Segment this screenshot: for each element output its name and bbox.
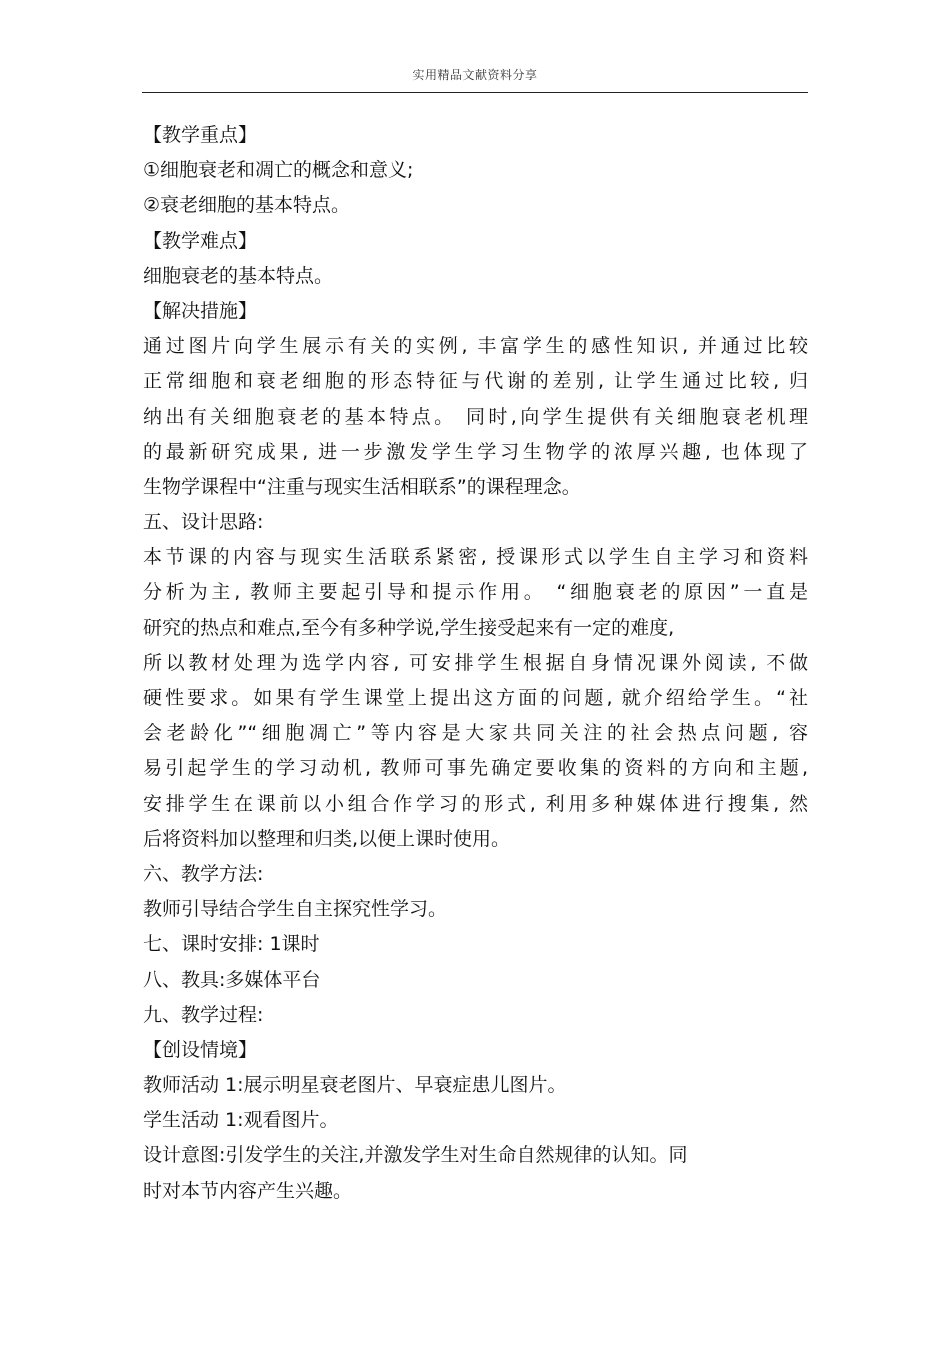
text-line: 五、设计思路: <box>143 511 264 534</box>
text-line: 后将资料加以整理和归类,以便上课时使用。 <box>143 827 511 850</box>
text-line: 正常细胞和衰老细胞的形态特征与代谢的差别, 让学生通过比较, 归 <box>143 370 808 393</box>
text-line: 学生活动 1:观看图片。 <box>143 1109 339 1132</box>
text-line: 研究的热点和难点,至今有多种学说,学生接受起来有一定的难度, <box>143 616 675 639</box>
document-body <box>143 118 808 1209</box>
text-line: 八、教具:多媒体平台 <box>143 968 321 991</box>
text-line: 【教学难点】 <box>143 229 258 252</box>
text-line: 安排学生在课前以小组合作学习的形式, 利用多种媒体进行搜集, 然 <box>143 792 808 815</box>
header-title: 实用精品文献资料分享 <box>412 68 538 82</box>
text-line: 硬性要求。如果有学生课堂上提出这方面的问题, 就介绍给学生。“社 <box>143 687 808 709</box>
text-line: 时对本节内容产生兴趣。 <box>143 1179 353 1202</box>
text-line: ②衰老细胞的基本特点。 <box>143 194 351 217</box>
page-header <box>142 60 808 93</box>
text-line: 分析为主, 教师主要起引导和提示作用。 “细胞衰老的原因”一直是 <box>143 581 808 604</box>
text-line: 所以教材处理为选学内容, 可安排学生根据自身情况课外阅读, 不做 <box>143 651 808 674</box>
text-line: 细胞衰老的基本特点。 <box>143 264 334 287</box>
text-line: 的最新研究成果, 进一步激发学生学习生物学的浓厚兴趣, 也体现了 <box>143 440 808 463</box>
text-line: 教师活动 1:展示明星衰老图片、早衰症患儿图片。 <box>143 1074 567 1097</box>
text-line: 会老龄化”“细胞凋亡”等内容是大家共同关注的社会热点问题, 容 <box>143 722 808 745</box>
text-line: 易引起学生的学习动机, 教师可事先确定要收集的资料的方向和主题, <box>143 757 808 780</box>
text-line: 【教学重点】 <box>143 124 258 146</box>
text-line: 七、课时安排: 1课时 <box>143 933 320 956</box>
text-line: 【创设情境】 <box>143 1038 258 1061</box>
text-line: 六、教学方法: <box>143 862 264 885</box>
text-line: 教师引导结合学生自主探究性学习。 <box>143 898 448 921</box>
text-line: ①细胞衰老和凋亡的概念和意义; <box>143 159 414 182</box>
text-line: 【解决措施】 <box>143 299 258 322</box>
text-line: 通过图片向学生展示有关的实例, 丰富学生的感性知识, 并通过比较 <box>143 335 808 358</box>
text-line: 本节课的内容与现实生活联系紧密, 授课形式以学生自主学习和资料 <box>143 546 808 569</box>
text-line: 纳出有关细胞衰老的基本特点。 同时,向学生提供有关细胞衰老机理 <box>143 405 808 428</box>
text-line: 九、教学过程: <box>143 1003 264 1026</box>
text-line: 设计意图:引发学生的关注,并激发学生对生命自然规律的认知。同 <box>143 1144 688 1167</box>
text-line: 生物学课程中“注重与现实生活相联系”的课程理念。 <box>143 475 581 498</box>
